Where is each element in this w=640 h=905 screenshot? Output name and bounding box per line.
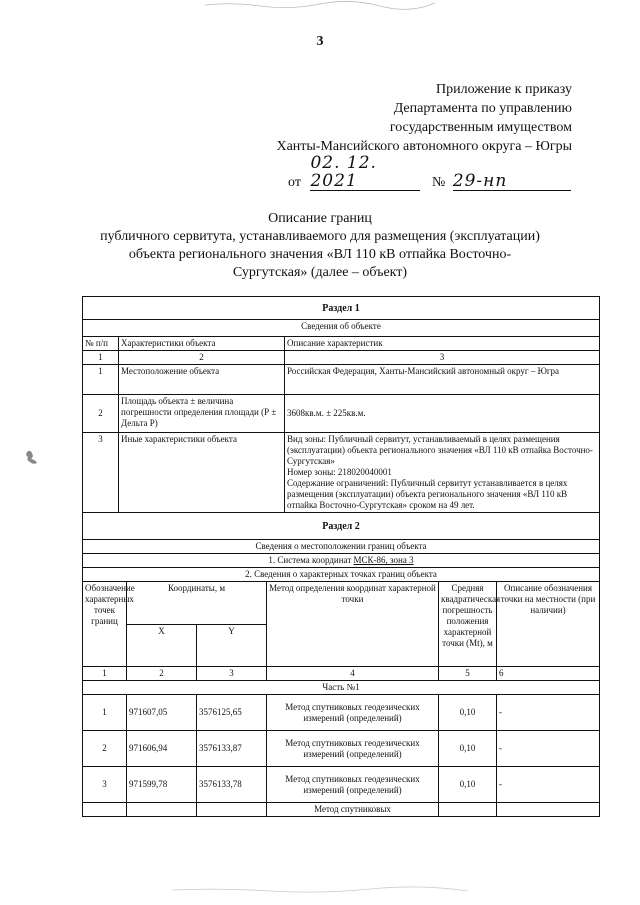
section-1-title: Раздел 1: [83, 297, 600, 320]
col-number-row: [83, 351, 600, 365]
scan-smudge: [24, 448, 40, 466]
document-title: [60, 210, 580, 282]
scan-noise-bottom: [170, 886, 470, 894]
number-value: 29-нп: [453, 172, 571, 191]
col-number: 2: [127, 667, 197, 681]
header-line-1: Приложение к приказу: [436, 82, 572, 97]
point-x: 971599,78: [127, 767, 197, 803]
col-number: 3: [285, 351, 600, 365]
point-y: 3576133,87: [197, 731, 267, 767]
row-num: 3: [83, 433, 119, 513]
col-header-characteristic: Характеристики объекта: [119, 337, 285, 351]
point-id: 1: [83, 695, 127, 731]
header-line-2: Департамента по управлению: [393, 101, 572, 116]
col-number: 4: [267, 667, 439, 681]
col-header-method: Метод определения координат характерной точки: [267, 582, 439, 667]
point-accuracy: 0,10: [439, 767, 497, 803]
scan-noise-top: [200, 0, 440, 10]
col-header-point-description: Описание обозначения точки на местности (при наличии): [497, 582, 600, 667]
point-description: -: [497, 767, 600, 803]
point-y: 3576125,65: [197, 695, 267, 731]
page-number: 3: [316, 34, 324, 49]
point-id: 3: [83, 767, 127, 803]
zone-number: Номер зоны: 218020040001: [287, 467, 392, 477]
row-num: 1: [83, 365, 119, 395]
section-2-title: Раздел 2: [83, 513, 600, 540]
row-characteristic: Иные характеристики объекта: [119, 433, 285, 513]
date-prefix: от: [288, 175, 301, 190]
row-characteristic: Местоположение объекта: [119, 365, 285, 395]
col-header-x: X: [127, 624, 197, 667]
col-number: 5: [439, 667, 497, 681]
header-line-3: государственным имуществом: [389, 120, 572, 135]
points-title: 2. Сведения о характерных точках границ объекта: [83, 568, 600, 582]
col-number: 2: [119, 351, 285, 365]
row-description: [285, 433, 600, 513]
date-value: 02. 12. 2021: [310, 154, 420, 191]
point-x: 971607,05: [127, 695, 197, 731]
col-header-coords: Координаты, м: [127, 582, 267, 625]
point-x: 971606,94: [127, 731, 197, 767]
col-number: 3: [197, 667, 267, 681]
point-description: -: [497, 695, 600, 731]
restrictions: Содержание ограничений: Публичный сервитут устанавливается в целях размещения (эксплуатации) объекта регионального значения «ВЛ 110 кВ отпайка Восточно-Сургутская» сроком на 49 лет.: [287, 478, 568, 510]
coordinate-system-value: МСК-86, зона 3: [353, 555, 414, 565]
points-header-row: [83, 582, 600, 625]
col-number: 1: [83, 351, 119, 365]
col-number: 1: [83, 667, 127, 681]
col-header-y: Y: [197, 624, 267, 667]
order-date-line: [288, 154, 571, 191]
zone-type: Вид зоны: Публичный сервитут, устанавливаемый в целях размещения (эксплуатации) объекта регионального значения «ВЛ 110 кВ отпайка Восточно-Сургутская»: [287, 434, 593, 466]
section-1-table: [82, 296, 600, 540]
table-row: [83, 731, 600, 767]
title-line-3: объекта регионального значения «ВЛ 110 кВ отпайка Восточно-: [128, 247, 512, 262]
number-prefix: №: [431, 175, 446, 190]
table-row: [83, 767, 600, 803]
title-line-1: Описание границ: [268, 211, 372, 226]
header-line-4: Ханты-Мансийского автономного округа – Югры: [276, 139, 572, 154]
row-num: 2: [83, 395, 119, 433]
point-id: 2: [83, 731, 127, 767]
col-number-row: [83, 667, 600, 681]
title-line-2: публичного сервитута, устанавливаемого для размещения (эксплуатации): [100, 229, 540, 244]
section-2-subtitle: Сведения о местоположении границ объекта: [83, 540, 600, 554]
servitude-description-tables: [82, 296, 600, 817]
point-method: Метод спутниковых геодезических измерений (определений): [267, 767, 439, 803]
point-method: Метод спутниковых геодезических измерений (определений): [267, 731, 439, 767]
col-header-point: Обозначение характерных точек границ: [83, 582, 127, 667]
section-1-subtitle: Сведения об объекте: [83, 320, 600, 337]
col-header-accuracy: Средняя квадратическая погрешность положения характерной точки (Mt), м: [439, 582, 497, 667]
part-title: Часть №1: [83, 681, 600, 695]
table-row: [83, 395, 600, 433]
point-accuracy: 0,10: [439, 695, 497, 731]
table-row: [83, 695, 600, 731]
point-description: -: [497, 731, 600, 767]
table-row: [83, 365, 600, 395]
point-method: Метод спутниковых: [267, 803, 439, 817]
point-y: 3576133,78: [197, 767, 267, 803]
table-header-row: [83, 337, 600, 351]
point-method: Метод спутниковых геодезических измерений (определений): [267, 695, 439, 731]
col-number: 6: [497, 667, 600, 681]
row-characteristic: Площадь объекта ± величина погрешности определения площади (Р ± Дельта Р): [119, 395, 285, 433]
title-line-4: Сургутская» (далее – объект): [232, 265, 408, 280]
row-description: Российская Федерация, Ханты-Мансийский автономный округ – Югра: [285, 365, 600, 395]
table-row: [83, 433, 600, 513]
row-description: 3608кв.м. ± 225кв.м.: [285, 395, 600, 433]
coordinate-system: [83, 554, 600, 568]
coordinate-system-prefix: 1. Система координат: [268, 555, 352, 565]
section-2-table: [82, 540, 600, 817]
col-header-num: № п/п: [83, 337, 119, 351]
point-accuracy: 0,10: [439, 731, 497, 767]
col-header-description: Описание характеристик: [285, 337, 600, 351]
table-row-partial: [83, 803, 600, 817]
